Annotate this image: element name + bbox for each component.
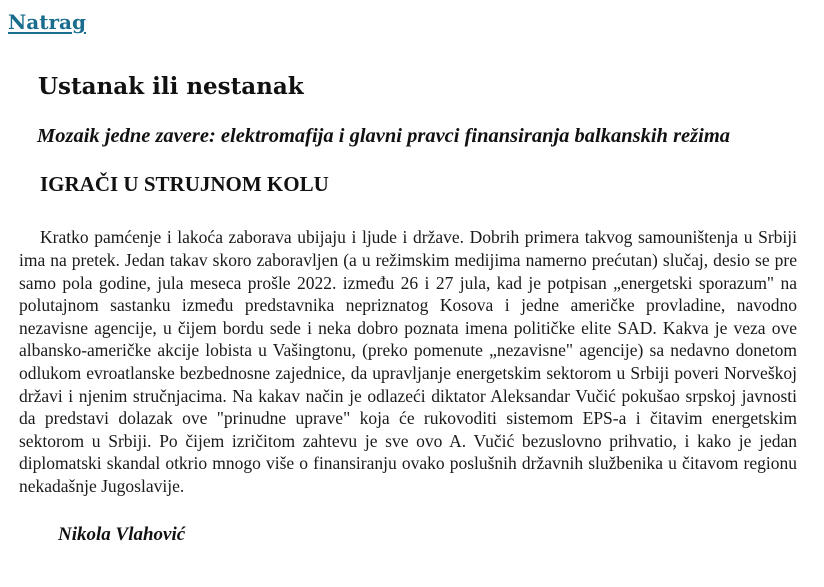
article [0, 74, 824, 546]
article-title: Ustanak ili nestanak [38, 73, 304, 100]
back-link[interactable]: Natrag [8, 10, 86, 34]
section-heading: IGRAČI U STRUJNOM KOLU [40, 172, 329, 197]
article-subtitle: Mozaik jedne zavere: elektromafija i glavni pravci finansiranja balkanskih režima [37, 125, 731, 148]
article-paragraph: Kratko pamćenje i lakoća zaborava ubijaju i ljude i države. Dobrih primera takvog samouništenja u Srbiji ima na pretek. Jedan takav skoro zaboravljen (a u režimskim medijima namerno prećutan) slučaj, desio se pre samo pola godine, jula meseca prošle 2022. između 26 i 27 jula, kad je potpisan „energetski sporazum" na polutajnom sastanku između predstavnika nepriznatog Kosova i jedne američke provladine, navodno nezavisne agencije, u čijem bordu sede i neka dobro poznata imena političke elite SAD. Kakva je veza ove albansko-američke akcije lobista u Vašingtonu, (preko pomenute „nezavisne" agencije) sa nedavno donetom odlukom evroatlanske bezbednosne zajednice, da upravljanje energetskim sektorom u Srbiji poveri Norveškoj državi i njenim stručnjacima. Na kakav način je odlazeći diktator Aleksandar Vučić pokušao srpskoj javnosti da predstavi dolazak ove "prinudne uprave" koja će rukovoditi sistemom EPS-a i čitavim energetskim sektorom u Srbiji. Po čijem izričitom zahtevu je sve ovo A. Vučić bezuslovno prihvatio, i kako je jedan diplomatski skandal otkrio mnogo više o finansiranju ovako poslušnih državnih službenika u čitavom regionu nekadašnje Jugoslavije. [19, 227, 797, 496]
author-signature: Nikola Vlahović [58, 523, 186, 545]
